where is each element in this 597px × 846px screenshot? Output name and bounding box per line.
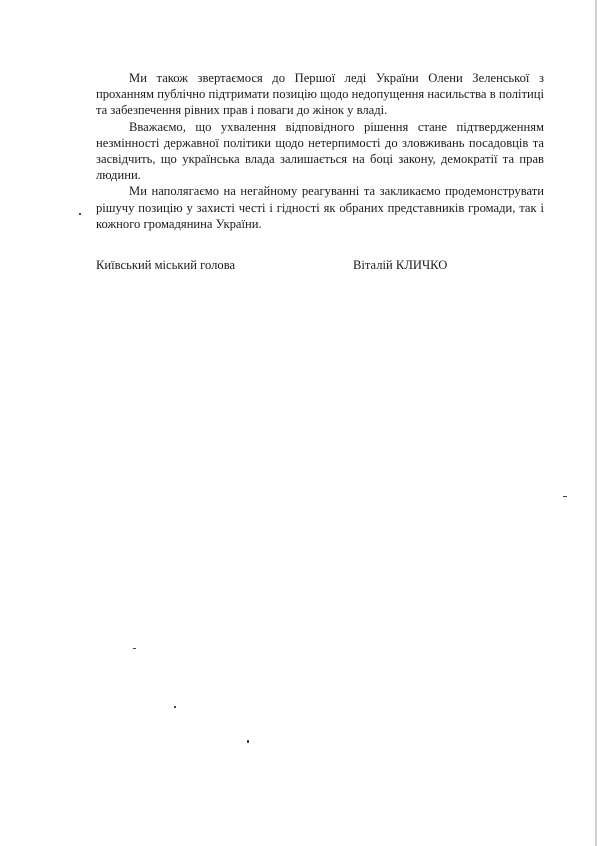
scan-speck [79, 213, 81, 215]
scan-speck [247, 740, 249, 743]
signatory-position: Київський міський голова [96, 258, 236, 272]
paragraph-policy-statement: Вважаємо, що ухвалення відповідного рішення стане підтвердженням незмінності державної політики щодо нетерпимості до зловживань посадовців та засвідчить, що українська влада залишається на боці закону, демократії та прав людини. [96, 119, 544, 183]
scan-speck [563, 496, 567, 497]
letter-body [96, 70, 544, 232]
paragraph-call-to-action: Ми наполягаємо на негайному реагуванні та закликаємо продемонструвати рішучу позицію у захисті честі і гідності як обраних представників громади, так і кожного громадянина України. [96, 184, 544, 231]
paragraph-appeal-first-lady: Ми також звертаємося до Першої леді України Олени Зеленської з проханням публічно підтримати позицію щодо недопущення насильства в політиці та забезпечення рівних прав і поваги до жінок у владі. [96, 71, 544, 118]
signatory-name: Віталій КЛИЧКО [353, 258, 448, 272]
scan-speck [133, 648, 136, 649]
scan-speck [174, 706, 176, 708]
